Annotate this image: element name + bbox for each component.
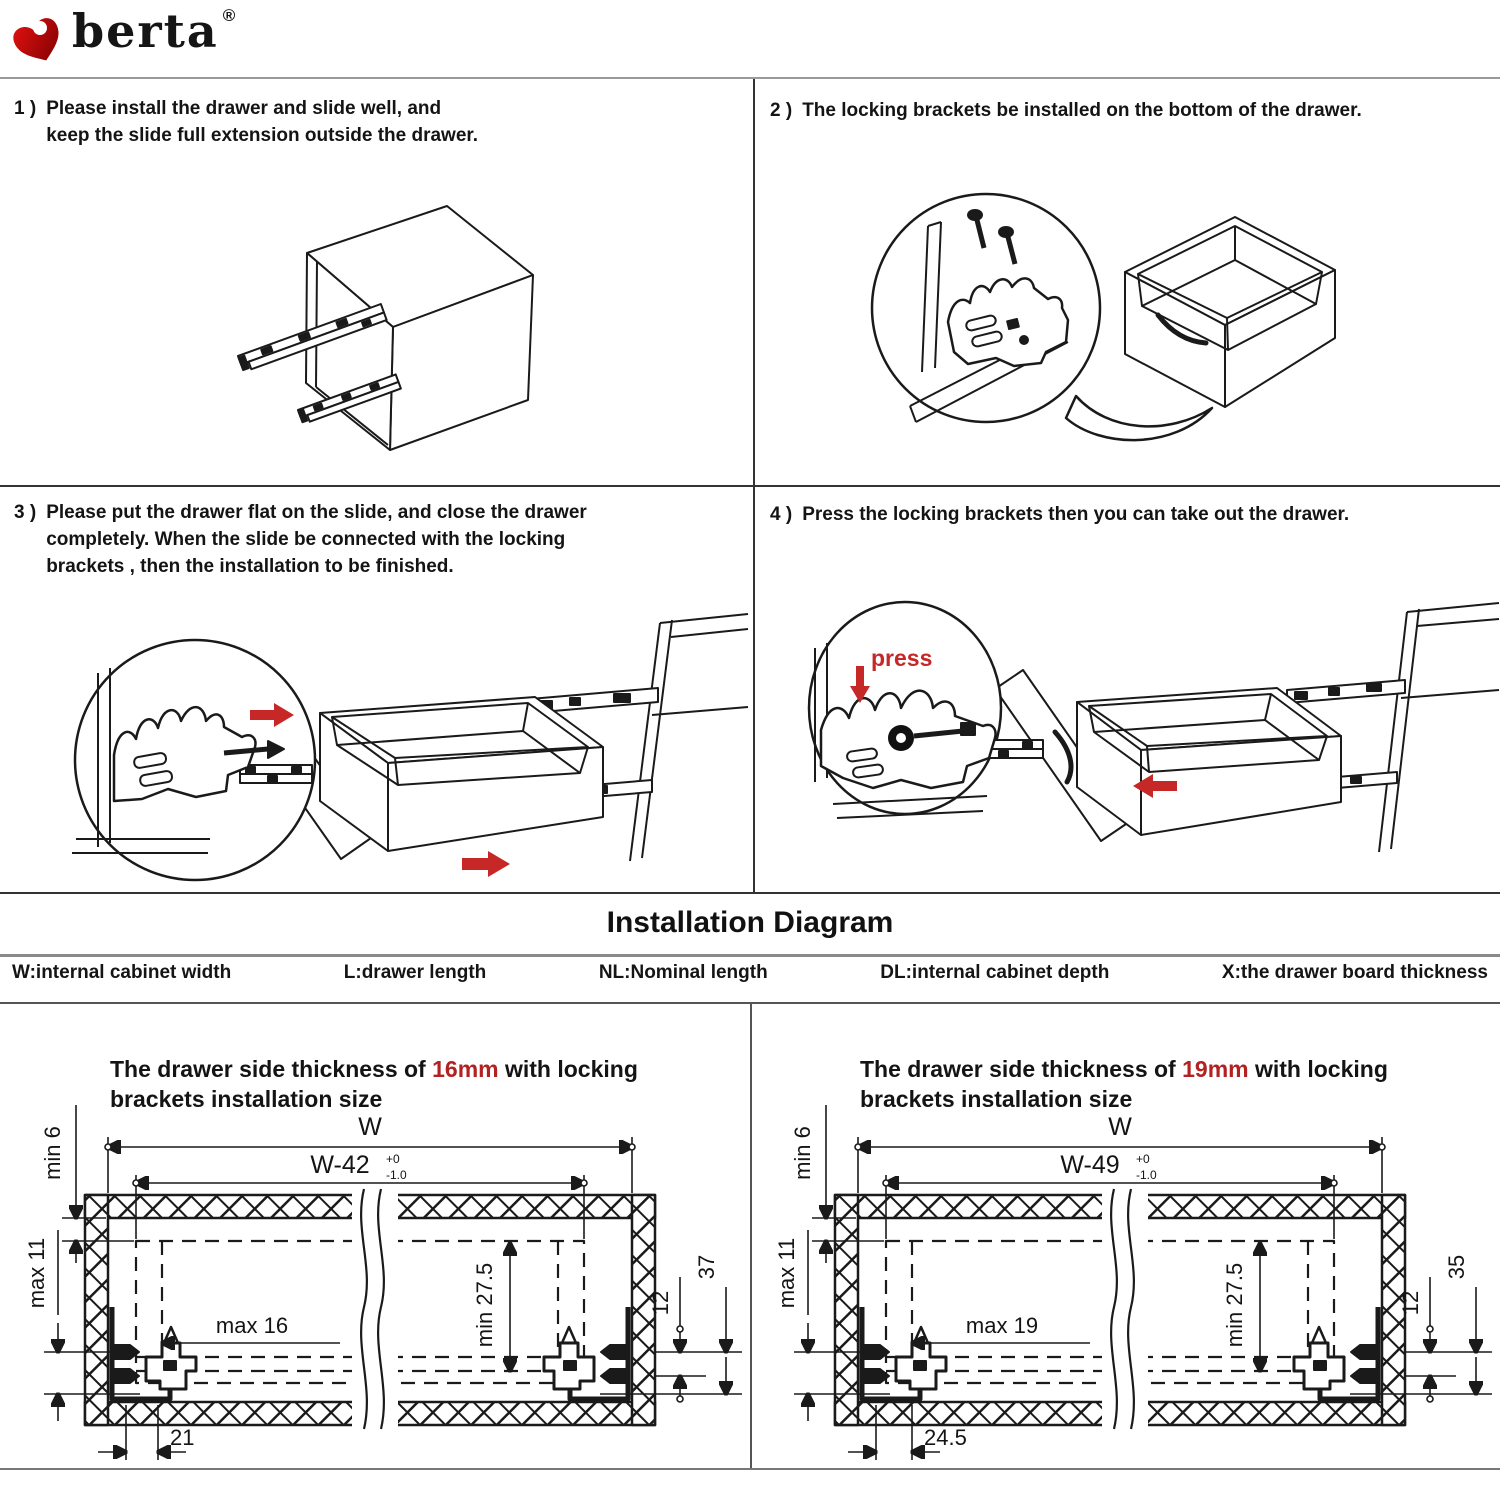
break-gap xyxy=(352,1187,398,1432)
step-number: 2 ) xyxy=(770,100,793,121)
step-number: 1 ) xyxy=(14,98,37,119)
diagram-19mm xyxy=(750,1005,1500,1475)
dim-w-minus: W-49 xyxy=(1060,1151,1120,1179)
dim-max11: max 11 xyxy=(774,1237,799,1309)
step-line: completely. When the slide be connected with the locking xyxy=(46,528,566,550)
dim-min6: min 6 xyxy=(40,1126,65,1180)
dim-board-thickness: max 19 xyxy=(965,1313,1039,1338)
dim-tolerance-minus: -1.0 xyxy=(386,1168,407,1182)
dim-max11: max 11 xyxy=(24,1237,49,1309)
diagram-title-line1: The drawer side thickness of 16mm with locking xyxy=(110,1056,638,1082)
step-line: brackets , then the installation to be finished. xyxy=(46,555,454,577)
locking-bracket-icon xyxy=(896,1327,946,1389)
legend-item: DL:internal cabinet depth xyxy=(880,962,1110,983)
dim-w-minus: W-42 xyxy=(310,1151,370,1179)
step-4-text xyxy=(770,502,1490,529)
thickness-value: 19mm xyxy=(1182,1056,1249,1082)
press-label: press xyxy=(871,645,933,671)
dim-tab-gap: 12 xyxy=(1398,1290,1423,1316)
dim-min-height: min 27.5 xyxy=(472,1262,497,1348)
registered-mark: ® xyxy=(222,6,236,25)
diagram-16mm xyxy=(0,1005,750,1475)
step-number: 4 ) xyxy=(770,504,793,525)
diagram-title-line2: brackets installation size xyxy=(860,1086,1133,1112)
dim-board-thickness: max 16 xyxy=(215,1313,289,1338)
step1-illustration-cabinet-slides xyxy=(40,165,700,480)
red-arrow-right-icon xyxy=(462,851,510,877)
dim-bottom-offset: 21 xyxy=(170,1425,195,1450)
step-line: keep the slide full extension outside the drawer. xyxy=(46,124,479,146)
section-title: Installation Diagram xyxy=(606,906,894,939)
legend-item: L:drawer length xyxy=(343,962,487,983)
dim-tolerance-plus: +0 xyxy=(386,1152,400,1166)
step-3-text xyxy=(14,500,714,581)
step-line: Please put the drawer flat on the slide, and close the drawer xyxy=(46,502,587,523)
zoom-leader xyxy=(1066,396,1212,440)
dim-tolerance-minus: -1.0 xyxy=(1136,1168,1157,1182)
locking-bracket-icon xyxy=(1294,1327,1344,1389)
brand-logo-icon xyxy=(10,6,66,68)
locking-bracket-icon xyxy=(544,1327,594,1389)
dim-bottom-offset: 24.5 xyxy=(924,1425,967,1450)
step-2-text xyxy=(770,98,1490,125)
step-number: 3 ) xyxy=(14,502,37,523)
divider xyxy=(0,954,1500,957)
step-line: Please install the drawer and slide well, and xyxy=(46,98,442,119)
drawer-box-icon xyxy=(1125,217,1335,407)
legend-item: W:internal cabinet width xyxy=(12,962,232,983)
dim-w: W xyxy=(1108,1113,1132,1141)
step-line: The locking brackets be installed on the bottom of the drawer. xyxy=(802,100,1362,121)
legend-row xyxy=(0,962,1500,984)
divider xyxy=(0,77,1500,79)
dim-total: 37 xyxy=(694,1254,719,1280)
diagram-title-line1: The drawer side thickness of 19mm with locking xyxy=(860,1056,1388,1082)
brand-name: berta xyxy=(72,4,219,58)
step2-illustration-bracket-drawer xyxy=(760,160,1480,490)
step-line: Press the locking brackets then you can take out the drawer. xyxy=(802,504,1350,525)
brand-logo xyxy=(10,6,235,68)
break-gap xyxy=(1102,1187,1148,1432)
dim-tab-gap: 12 xyxy=(648,1290,673,1316)
dim-min6: min 6 xyxy=(790,1126,815,1180)
legend-item: X:the drawer board thickness xyxy=(1221,962,1488,983)
slide-rail-icon xyxy=(240,765,312,783)
dim-w: W xyxy=(358,1113,382,1141)
dim-tolerance-plus: +0 xyxy=(1136,1152,1150,1166)
step3-illustration-insert-drawer xyxy=(10,595,750,900)
dim-total: 35 xyxy=(1444,1254,1469,1280)
legend-item: NL:Nominal length xyxy=(598,962,768,983)
diagram-title-line2: brackets installation size xyxy=(110,1086,383,1112)
step-1-text xyxy=(14,96,634,150)
thickness-value: 16mm xyxy=(432,1056,499,1082)
dim-min-height: min 27.5 xyxy=(1222,1262,1247,1348)
locking-bracket-icon xyxy=(146,1327,196,1389)
step4-illustration-press-release xyxy=(755,590,1500,900)
